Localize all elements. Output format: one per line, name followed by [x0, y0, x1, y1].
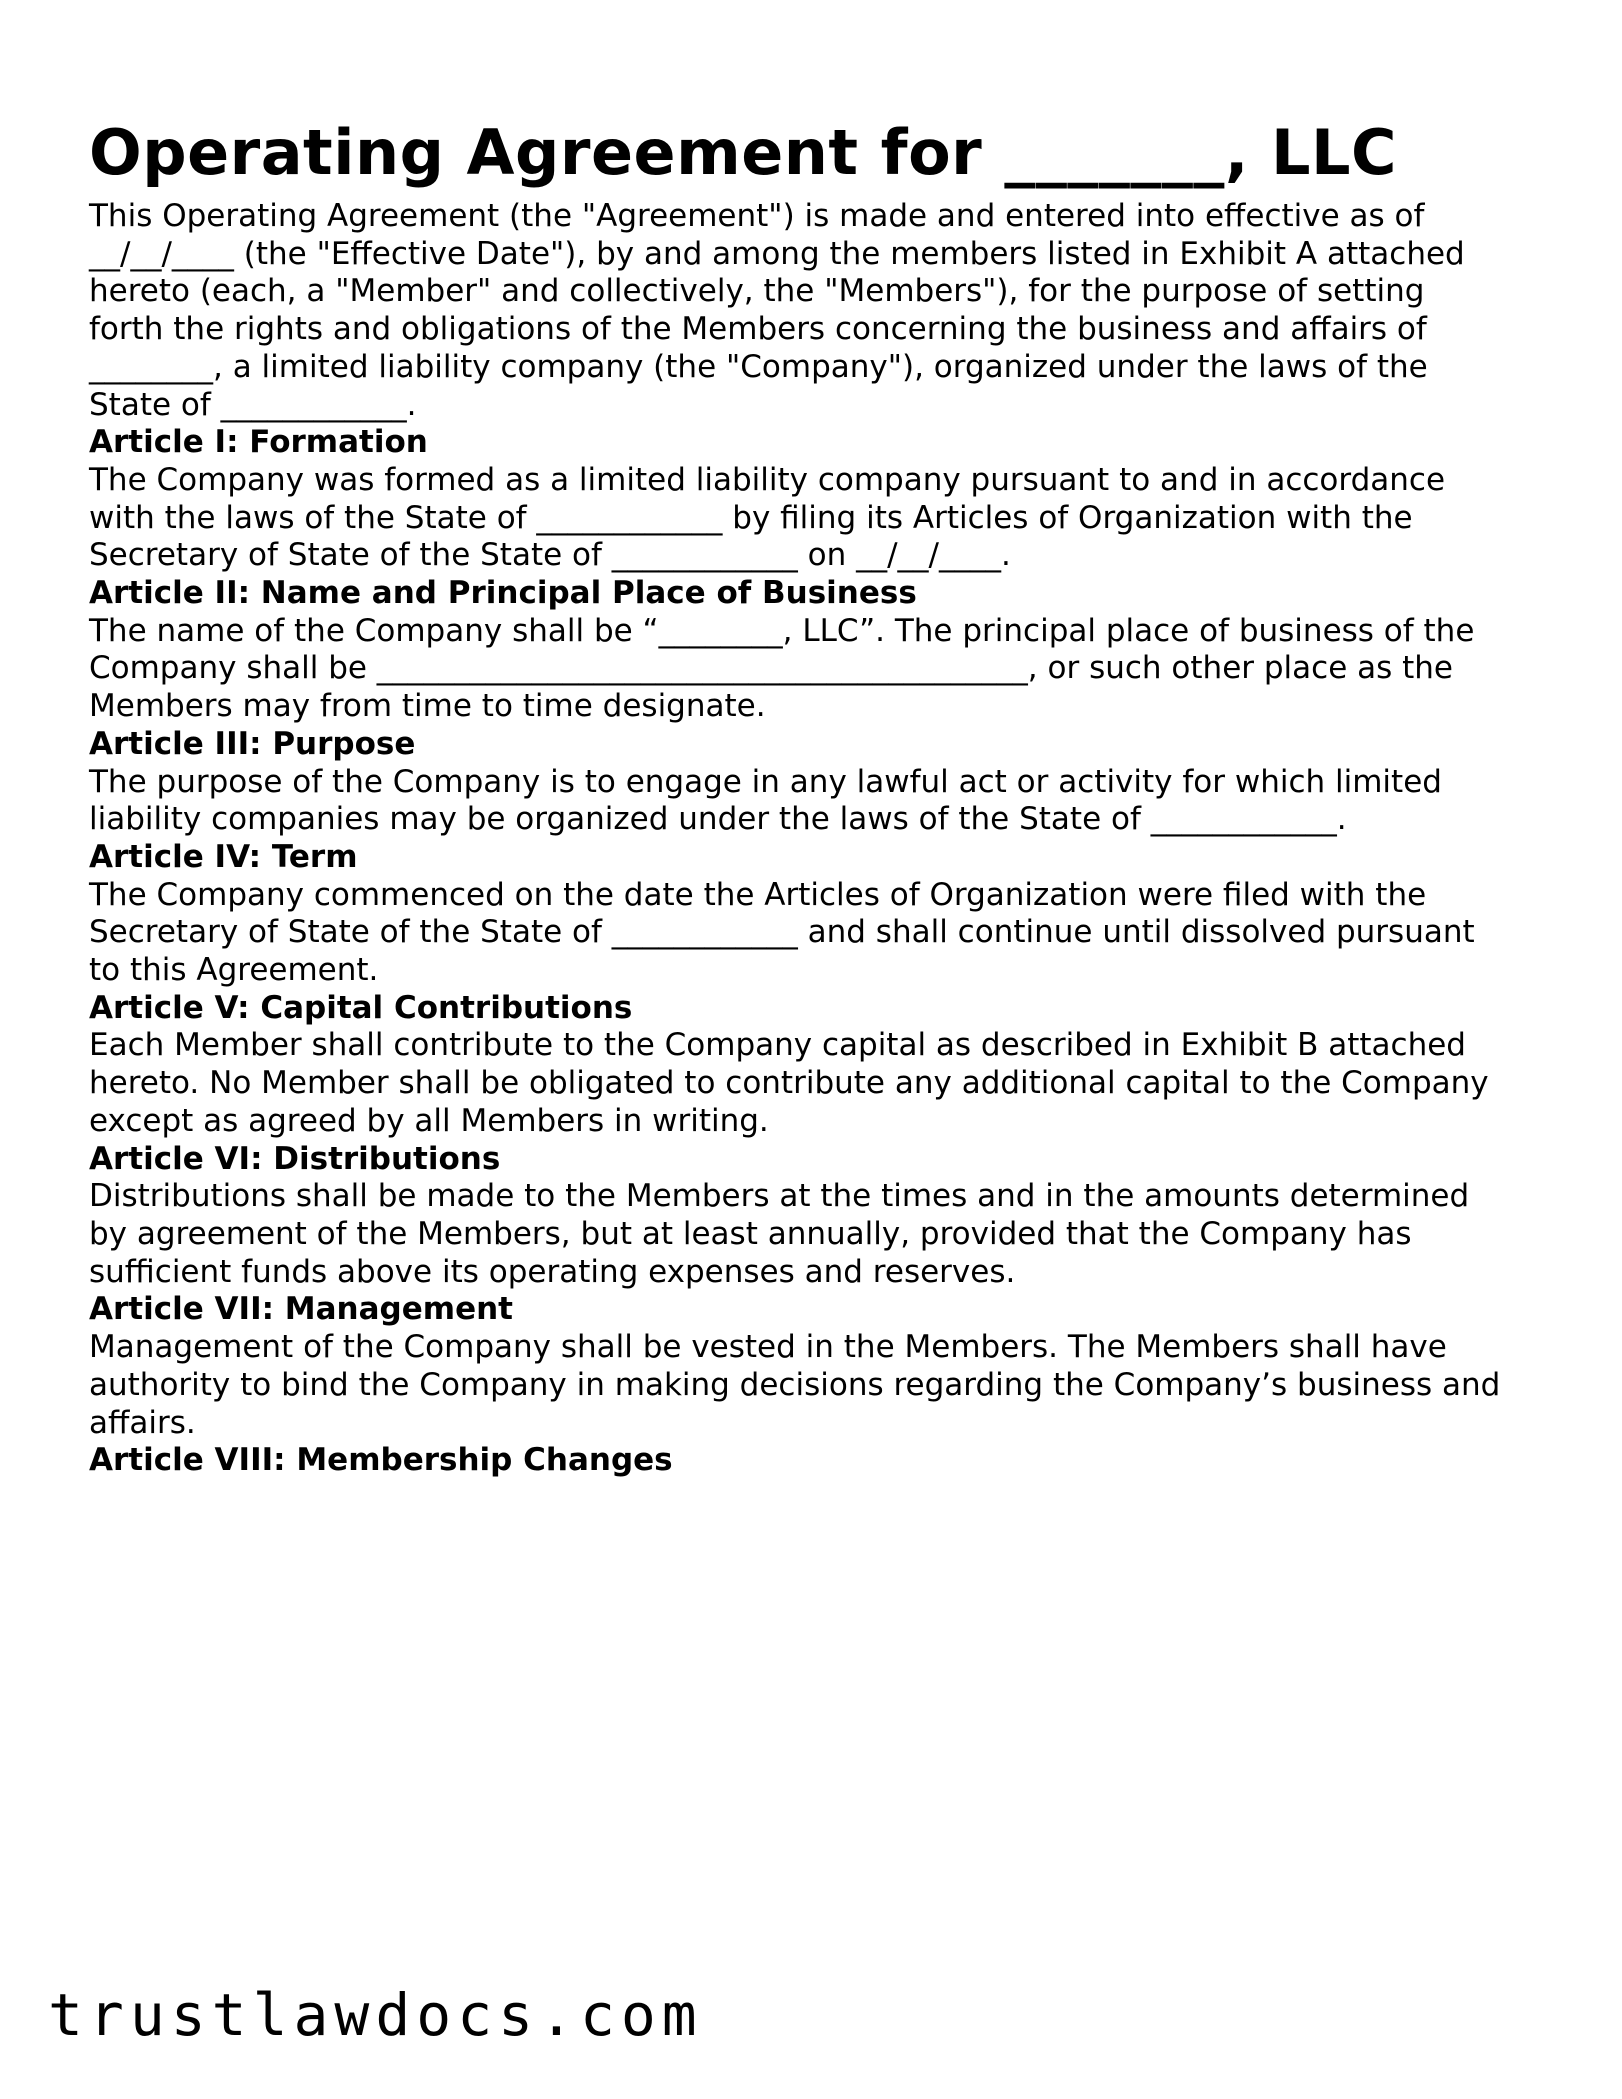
article-8-heading: Article VIII: Membership Changes [89, 1442, 673, 1479]
article-5-heading: Article V: Capital Contributions [89, 989, 633, 1026]
site-watermark: trustlawdocs.com [48, 1981, 703, 2049]
intro-paragraph: This Operating Agreement (the "Agreement") is made and entered into effective as of __/__/____ (the "Effective Date"), by and among the members listed in Exhibit A attached hereto (each, a "Member" and collectively, the "Members"), for the purpose of setting forth the rights and obligations of the Members concerning the business and affairs of ________, a limited liability company (the "Company"), organized under the laws of the State of ____________. [89, 198, 1465, 423]
article-6-body: Distributions shall be made to the Members at the times and in the amounts determined by agreement of the Members, but at least annually, provided that the Company has sufficient funds above its operating expenses and reserves. [89, 1178, 1470, 1290]
article-7-body: Management of the Company shall be vested in the Members. The Members shall have authority to bind the Company in making decisions regarding the Company’s business and affairs. [89, 1329, 1501, 1441]
article-1-heading: Article I: Formation [89, 424, 428, 461]
document-content [89, 108, 1549, 1480]
article-2-body: The name of the Company shall be “________, LLC”. The principal place of business of the Company shall be __________________________________________, or such other place as the Members may from time to time designate. [89, 612, 1475, 725]
article-7-heading: Article VII: Management [89, 1291, 513, 1328]
article-1-body: The Company was formed as a limited liability company pursuant to and in accordance with the laws of the State of ____________ by filing its Articles of Organization with the Secretary of State of the State of ____________ on __/__/____. [89, 461, 1446, 574]
article-4-body: The Company commenced on the date the Articles of Organization were filed with the Secretary of State of the State of ____________ and shall continue until dissolved pursuant to this Agreement. [89, 876, 1475, 989]
article-2-heading: Article II: Name and Principal Place of Business [89, 575, 917, 612]
article-3-heading: Article III: Purpose [89, 725, 416, 762]
article-3-body: The purpose of the Company is to engage in any lawful act or activity for which limited liability companies may be organized under the laws of the State of ____________. [89, 763, 1442, 838]
document-title: Operating Agreement for _______, LLC [89, 116, 1397, 189]
article-4-heading: Article IV: Term [89, 838, 358, 875]
article-5-body: Each Member shall contribute to the Company capital as described in Exhibit B attached hereto. No Member shall be obligated to contribute any additional capital to the Company except as agreed by all Members in writing. [89, 1027, 1489, 1139]
article-6-heading: Article VI: Distributions [89, 1140, 501, 1177]
